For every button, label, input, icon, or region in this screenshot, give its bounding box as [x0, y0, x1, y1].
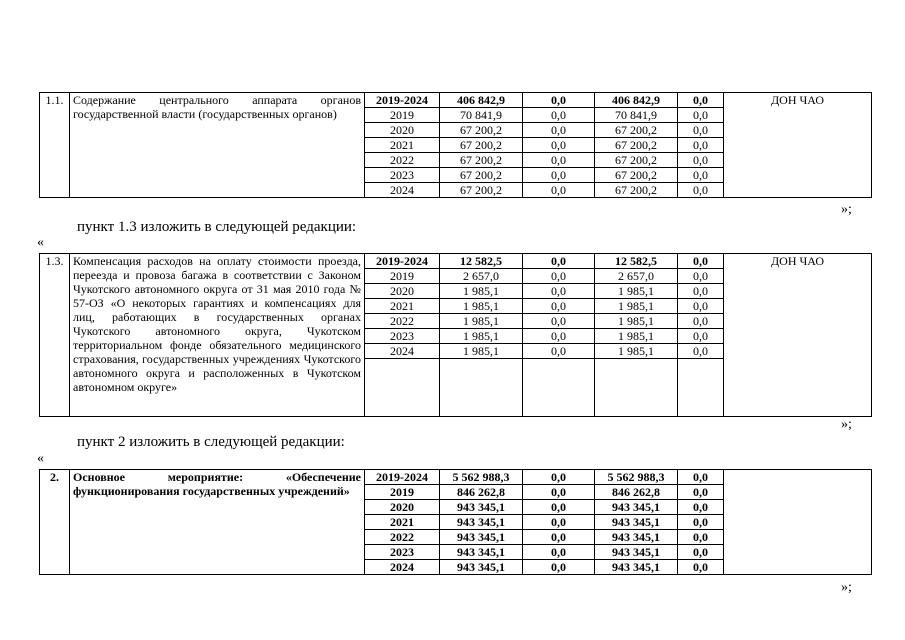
total-cell: 1 985,1: [440, 299, 523, 314]
total-cell: 943 345,1: [440, 515, 523, 530]
other-cell: 0,0: [678, 138, 724, 153]
federal-cell: 0,0: [523, 530, 595, 545]
responsible-executor: [724, 470, 872, 575]
period-cell: 2023: [365, 168, 440, 183]
period-cell: 2024: [365, 183, 440, 198]
federal-cell: 0,0: [523, 284, 595, 299]
table2-body: [40, 254, 872, 417]
other-cell: 0,0: [678, 515, 724, 530]
other-cell: 0,0: [678, 168, 724, 183]
total-cell: 1 985,1: [440, 284, 523, 299]
okrug-cell: 67 200,2: [595, 138, 678, 153]
federal-cell: 0,0: [523, 168, 595, 183]
other-cell: 0,0: [678, 344, 724, 359]
other-cell: 0,0: [678, 500, 724, 515]
total-cell: 943 345,1: [440, 545, 523, 560]
empty-cell: [440, 359, 523, 417]
okrug-cell: 1 985,1: [595, 284, 678, 299]
other-cell: 0,0: [678, 93, 724, 108]
empty-cell: [365, 359, 440, 417]
period-cell: 2019-2024: [365, 254, 440, 269]
federal-cell: 0,0: [523, 500, 595, 515]
other-cell: 0,0: [678, 560, 724, 575]
empty-cell: [678, 359, 724, 417]
opening-quote: «: [37, 451, 44, 466]
total-cell: 67 200,2: [440, 183, 523, 198]
period-cell: 2020: [365, 123, 440, 138]
empty-cell: [523, 359, 595, 417]
closing-quote: »;: [841, 580, 852, 595]
period-cell: 2023: [365, 329, 440, 344]
item-number: 2.: [40, 470, 70, 575]
item-number: 1.1.: [40, 93, 70, 198]
okrug-cell: 1 985,1: [595, 329, 678, 344]
other-cell: 0,0: [678, 299, 724, 314]
amendment-instruction: пункт 2 изложить в следующей редакции:: [77, 434, 345, 450]
okrug-cell: 1 985,1: [595, 299, 678, 314]
period-cell: 2022: [365, 530, 440, 545]
table-activity-1-3: [39, 253, 872, 417]
total-cell: 1 985,1: [440, 329, 523, 344]
period-cell: 2020: [365, 284, 440, 299]
other-cell: 0,0: [678, 545, 724, 560]
table-row: [40, 93, 872, 108]
okrug-cell: 943 345,1: [595, 515, 678, 530]
total-cell: 1 985,1: [440, 314, 523, 329]
opening-quote: «: [37, 235, 44, 250]
total-cell: 846 262,8: [440, 485, 523, 500]
table-activity-2: [39, 469, 872, 575]
federal-cell: 0,0: [523, 515, 595, 530]
period-cell: 2019: [365, 108, 440, 123]
total-cell: 943 345,1: [440, 560, 523, 575]
period-cell: 2019: [365, 485, 440, 500]
table-activity-1-1: [39, 92, 872, 198]
total-cell: 1 985,1: [440, 344, 523, 359]
okrug-cell: 1 985,1: [595, 344, 678, 359]
item-description: Содержание центрального аппарата органов государственной власти (государственных органов): [70, 93, 365, 198]
total-cell: 67 200,2: [440, 123, 523, 138]
other-cell: 0,0: [678, 284, 724, 299]
period-cell: 2024: [365, 344, 440, 359]
okrug-cell: 67 200,2: [595, 123, 678, 138]
federal-cell: 0,0: [523, 344, 595, 359]
table1-body: [40, 93, 872, 198]
table-row: [40, 254, 872, 269]
federal-cell: 0,0: [523, 269, 595, 284]
table3-body: [40, 470, 872, 575]
okrug-cell: 1 985,1: [595, 314, 678, 329]
period-cell: 2019-2024: [365, 470, 440, 485]
period-cell: 2020: [365, 500, 440, 515]
period-cell: 2019-2024: [365, 93, 440, 108]
okrug-cell: 846 262,8: [595, 485, 678, 500]
okrug-cell: 67 200,2: [595, 153, 678, 168]
okrug-cell: 5 562 988,3: [595, 470, 678, 485]
okrug-cell: 67 200,2: [595, 168, 678, 183]
period-cell: 2022: [365, 153, 440, 168]
federal-cell: 0,0: [523, 470, 595, 485]
okrug-cell: 943 345,1: [595, 500, 678, 515]
table-row: [40, 470, 872, 485]
period-cell: 2024: [365, 560, 440, 575]
okrug-cell: 943 345,1: [595, 545, 678, 560]
federal-cell: 0,0: [523, 545, 595, 560]
okrug-cell: 67 200,2: [595, 183, 678, 198]
total-cell: 5 562 988,3: [440, 470, 523, 485]
total-cell: 2 657,0: [440, 269, 523, 284]
federal-cell: 0,0: [523, 314, 595, 329]
total-cell: 12 582,5: [440, 254, 523, 269]
period-cell: 2021: [365, 138, 440, 153]
federal-cell: 0,0: [523, 299, 595, 314]
okrug-cell: 943 345,1: [595, 560, 678, 575]
amendment-instruction: пункт 1.3 изложить в следующей редакции:: [77, 219, 357, 235]
other-cell: 0,0: [678, 530, 724, 545]
federal-cell: 0,0: [523, 93, 595, 108]
closing-quote: »;: [841, 202, 852, 217]
responsible-executor: ДОН ЧАО: [724, 93, 872, 198]
federal-cell: 0,0: [523, 108, 595, 123]
other-cell: 0,0: [678, 108, 724, 123]
okrug-cell: 12 582,5: [595, 254, 678, 269]
federal-cell: 0,0: [523, 153, 595, 168]
responsible-executor: ДОН ЧАО: [724, 254, 872, 417]
federal-cell: 0,0: [523, 329, 595, 344]
federal-cell: 0,0: [523, 123, 595, 138]
other-cell: 0,0: [678, 485, 724, 500]
item-description: Компенсация расходов на оплату стоимости проезда, переезда и провоза багажа в соответствии с Законом Чукотского автономного округа от 31 мая 2010 года № 57-ОЗ «О некоторых гарантиях и компенсациях для лиц, работающих в государственных органах Чукотского автономного округа, Чукотском территориальном фонде обязательного медицинского страхования, государственных учреждениях Чукотского автономного округа и расположенных в Чукотском автономном округе»: [70, 254, 365, 417]
federal-cell: 0,0: [523, 254, 595, 269]
other-cell: 0,0: [678, 329, 724, 344]
federal-cell: 0,0: [523, 183, 595, 198]
period-cell: 2023: [365, 545, 440, 560]
other-cell: 0,0: [678, 269, 724, 284]
okrug-cell: 943 345,1: [595, 530, 678, 545]
period-cell: 2021: [365, 515, 440, 530]
other-cell: 0,0: [678, 183, 724, 198]
other-cell: 0,0: [678, 153, 724, 168]
other-cell: 0,0: [678, 123, 724, 138]
other-cell: 0,0: [678, 254, 724, 269]
okrug-cell: 70 841,9: [595, 108, 678, 123]
total-cell: 67 200,2: [440, 138, 523, 153]
total-cell: 70 841,9: [440, 108, 523, 123]
period-cell: 2021: [365, 299, 440, 314]
empty-cell: [595, 359, 678, 417]
federal-cell: 0,0: [523, 485, 595, 500]
other-cell: 0,0: [678, 470, 724, 485]
okrug-cell: 2 657,0: [595, 269, 678, 284]
total-cell: 67 200,2: [440, 168, 523, 183]
item-description: Основное мероприятие: «Обеспечение функционирования государственных учреждений»: [70, 470, 365, 575]
total-cell: 406 842,9: [440, 93, 523, 108]
total-cell: 943 345,1: [440, 500, 523, 515]
period-cell: 2022: [365, 314, 440, 329]
other-cell: 0,0: [678, 314, 724, 329]
period-cell: 2019: [365, 269, 440, 284]
federal-cell: 0,0: [523, 138, 595, 153]
item-number: 1.3.: [40, 254, 70, 417]
total-cell: 67 200,2: [440, 153, 523, 168]
total-cell: 943 345,1: [440, 530, 523, 545]
okrug-cell: 406 842,9: [595, 93, 678, 108]
federal-cell: 0,0: [523, 560, 595, 575]
closing-quote: »;: [841, 417, 852, 432]
